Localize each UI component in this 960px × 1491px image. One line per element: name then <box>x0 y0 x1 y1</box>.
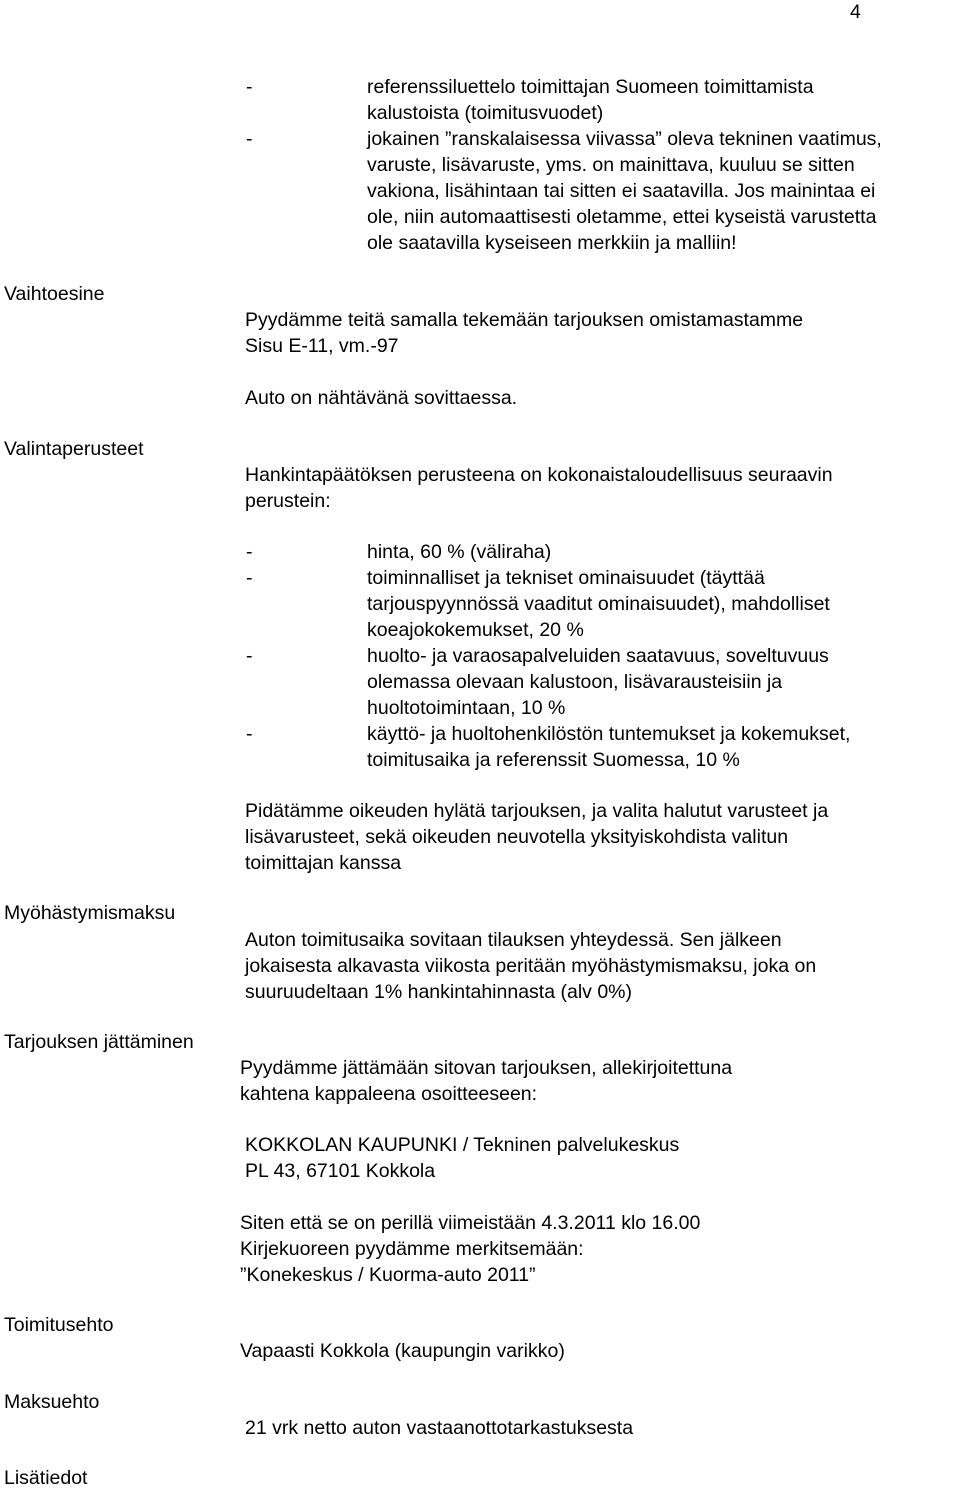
list-dash: - <box>246 723 253 745</box>
criteria-item-line: olemassa olevaan kalustoon, lisävarausteisiin ja <box>367 671 783 693</box>
criteria-item-line: käyttö- ja huoltohenkilöstön tuntemukset ja kokemukset, <box>367 723 851 745</box>
myohastymismaksu-text: Auton toimitusaika sovitaan tilauksen yhteydessä. Sen jälkeen <box>245 929 782 951</box>
myohastymismaksu-text: jokaisesta alkavasta viikosta peritään myöhästymismaksu, joka on <box>245 955 817 977</box>
section-label-maksuehto: Maksuehto <box>4 1391 100 1413</box>
section-label-toimitusehto: Toimitusehto <box>4 1314 114 1336</box>
section-label-myohastymismaksu: Myöhästymismaksu <box>4 902 176 924</box>
vaihtoesine-text: Pyydämme teitä samalla tekemään tarjouksen omistamastamme <box>245 309 804 331</box>
criteria-item-line: hinta, 60 % (väliraha) <box>367 541 552 563</box>
toimitusehto-text: Vapaasti Kokkola (kaupungin varikko) <box>240 1340 565 1362</box>
criteria-item-line: toiminnalliset ja tekniset ominaisuudet (täyttää <box>367 567 765 589</box>
list-item-line: jokainen ”ranskalaisessa viivassa” oleva tekninen vaatimus, <box>367 128 882 150</box>
criteria-item-line: tarjouspyynnössä vaaditut ominaisuudet), mahdolliset <box>367 593 830 615</box>
list-dash: - <box>246 128 253 150</box>
list-item-line: vakiona, lisähintaan tai sitten ei saatavilla. Jos mainintaa ei <box>367 180 876 202</box>
maksuehto-text: 21 vrk netto auton vastaanottotarkastuksesta <box>245 1417 634 1439</box>
valintaperusteet-closing: toimittajan kanssa <box>245 852 402 874</box>
tarjouksen-jattaminen-text: Pyydämme jättämään sitovan tarjouksen, allekirjoitettuna <box>240 1057 733 1079</box>
delivery-address-line: PL 43, 67101 Kokkola <box>245 1160 436 1182</box>
valintaperusteet-intro: perustein: <box>245 490 331 512</box>
list-item-line: kalustoista (toimitusvuodet) <box>367 102 604 124</box>
list-item-line: varuste, lisävaruste, yms. on mainittava, kuuluu se sitten <box>367 154 855 176</box>
deadline-text: Kirjekuoreen pyydämme merkitsemään: <box>240 1238 584 1260</box>
section-label-vaihtoesine: Vaihtoesine <box>4 283 105 305</box>
valintaperusteet-closing: lisävarusteet, sekä oikeuden neuvotella yksityiskohdista valitun <box>245 826 789 848</box>
list-dash: - <box>246 76 253 98</box>
criteria-item-line: huolto- ja varaosapalveluiden saatavuus, soveltuvuus <box>367 645 829 667</box>
myohastymismaksu-text: suuruudeltaan 1% hankintahinnasta (alv 0%) <box>245 981 633 1003</box>
delivery-address-line: KOKKOLAN KAUPUNKI / Tekninen palvelukeskus <box>245 1134 680 1156</box>
list-dash: - <box>246 567 253 589</box>
vaihtoesine-text: Sisu E-11, vm.-97 <box>245 335 399 357</box>
deadline-text: Siten että se on perillä viimeistään 4.3.2011 klo 16.00 <box>240 1212 701 1234</box>
envelope-marking: ”Konekeskus / Kuorma-auto 2011” <box>240 1264 536 1286</box>
tarjouksen-jattaminen-text: kahtena kappaleena osoitteeseen: <box>240 1083 538 1105</box>
list-item-line: ole saatavilla kyseiseen merkkiin ja malliin! <box>367 232 737 254</box>
criteria-item-line: huoltotoimintaan, 10 % <box>367 697 566 719</box>
list-dash: - <box>246 645 253 667</box>
page-number: 4 <box>850 1 861 23</box>
criteria-item-line: koeajokokemukset, 20 % <box>367 619 584 641</box>
list-dash: - <box>246 541 253 563</box>
criteria-item-line: toimitusaika ja referenssit Suomessa, 10 % <box>367 749 740 771</box>
section-label-tarjouksen-jattaminen: Tarjouksen jättäminen <box>4 1031 194 1053</box>
section-label-valintaperusteet: Valintaperusteet <box>4 438 144 460</box>
section-label-lisatiedot: Lisätiedot <box>4 1467 88 1489</box>
list-item-line: ole, niin automaattisesti oletamme, ettei kyseistä varustetta <box>367 206 877 228</box>
valintaperusteet-intro: Hankintapäätöksen perusteena on kokonaistaloudellisuus seuraavin <box>245 464 833 486</box>
vaihtoesine-note: Auto on nähtävänä sovittaessa. <box>245 387 518 409</box>
valintaperusteet-closing: Pidätämme oikeuden hylätä tarjouksen, ja valita halutut varusteet ja <box>245 800 829 822</box>
list-item-line: referenssiluettelo toimittajan Suomeen toimittamista <box>367 76 814 98</box>
